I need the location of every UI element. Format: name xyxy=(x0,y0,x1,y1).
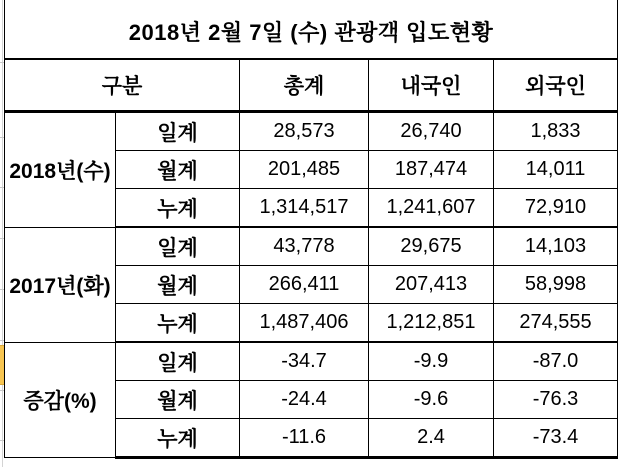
row-label-monthly[interactable]: 월계 xyxy=(116,381,240,419)
col-header-foreign[interactable]: 외국인 xyxy=(494,59,618,112)
row-label-monthly[interactable]: 월계 xyxy=(116,266,240,304)
row-label-monthly[interactable]: 월계 xyxy=(116,151,240,189)
row-group-label-2017[interactable]: 2017년(화) xyxy=(5,227,116,342)
table-row xyxy=(5,112,618,151)
row-label-cumulative[interactable]: 누계 xyxy=(116,189,240,228)
cell-foreign[interactable]: -76.3 xyxy=(494,381,618,419)
title-row xyxy=(5,0,618,59)
col-header-domestic[interactable]: 내국인 xyxy=(369,59,494,112)
header-row xyxy=(5,59,618,112)
cell-total[interactable]: -34.7 xyxy=(240,342,369,381)
col-header-total[interactable]: 총계 xyxy=(240,59,369,112)
tourist-arrivals-table xyxy=(4,0,618,459)
cell-domestic[interactable]: 2.4 xyxy=(369,419,494,458)
row-label-cumulative[interactable]: 누계 xyxy=(116,419,240,458)
cell-domestic[interactable]: -9.6 xyxy=(369,381,494,419)
row-label-daily[interactable]: 일계 xyxy=(116,112,240,151)
cell-domestic[interactable]: 207,413 xyxy=(369,266,494,304)
cell-total[interactable]: 28,573 xyxy=(240,112,369,151)
cell-total[interactable]: -24.4 xyxy=(240,381,369,419)
cell-total[interactable]: 43,778 xyxy=(240,227,369,266)
cell-foreign[interactable]: -87.0 xyxy=(494,342,618,381)
table-row xyxy=(5,342,618,381)
cell-domestic[interactable]: -9.9 xyxy=(369,342,494,381)
cell-foreign[interactable]: 14,011 xyxy=(494,151,618,189)
row-group-label-change[interactable]: 증감(%) xyxy=(5,342,116,458)
cell-total[interactable]: 266,411 xyxy=(240,266,369,304)
cell-domestic[interactable]: 1,241,607 xyxy=(369,189,494,228)
cell-foreign[interactable]: 14,103 xyxy=(494,227,618,266)
cell-foreign[interactable]: 274,555 xyxy=(494,304,618,343)
cell-domestic[interactable]: 29,675 xyxy=(369,227,494,266)
cell-domestic[interactable]: 26,740 xyxy=(369,112,494,151)
cell-domestic[interactable]: 1,212,851 xyxy=(369,304,494,343)
worksheet-column-edge xyxy=(2,0,3,467)
col-header-category[interactable]: 구분 xyxy=(5,59,240,112)
row-group-label-2018[interactable]: 2018년(수) xyxy=(5,112,116,228)
cell-total[interactable]: 201,485 xyxy=(240,151,369,189)
cell-total[interactable]: 1,314,517 xyxy=(240,189,369,228)
cell-foreign[interactable]: -73.4 xyxy=(494,419,618,458)
row-label-cumulative[interactable]: 누계 xyxy=(116,304,240,343)
row-label-daily[interactable]: 일계 xyxy=(116,342,240,381)
cell-total[interactable]: 1,487,406 xyxy=(240,304,369,343)
cell-foreign[interactable]: 72,910 xyxy=(494,189,618,228)
cell-domestic[interactable]: 187,474 xyxy=(369,151,494,189)
cell-foreign[interactable]: 1,833 xyxy=(494,112,618,151)
table-row xyxy=(5,227,618,266)
row-label-daily[interactable]: 일계 xyxy=(116,227,240,266)
cell-total[interactable]: -11.6 xyxy=(240,419,369,458)
cell-foreign[interactable]: 58,998 xyxy=(494,266,618,304)
table-title[interactable]: 2018년 2월 7일 (수) 관광객 입도현황 xyxy=(5,0,618,59)
